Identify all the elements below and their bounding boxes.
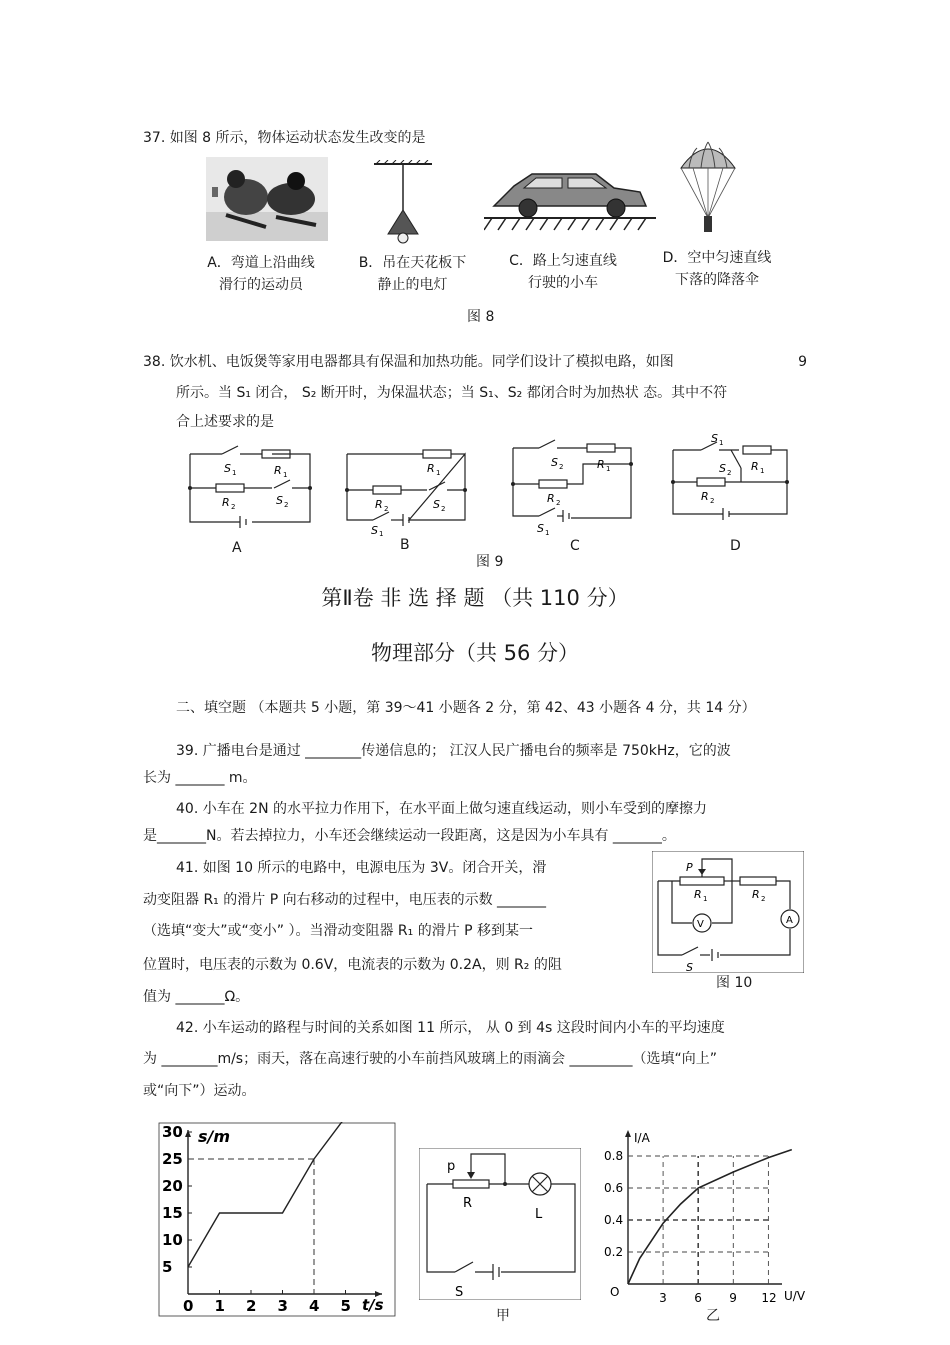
parachute-photo bbox=[679, 140, 737, 240]
svg-text:2: 2 bbox=[284, 501, 289, 509]
q37-option-d-letter: D． bbox=[662, 250, 688, 266]
svg-text:R: R bbox=[427, 462, 435, 475]
q37-option-d-line2: 下落的降落伞 bbox=[675, 272, 759, 288]
circuit-a-label: A bbox=[232, 540, 242, 556]
q38-line1-end: 9 bbox=[798, 354, 807, 370]
st-y-tick-label: 10 bbox=[162, 1231, 183, 1249]
yi-caption: 乙 bbox=[706, 1308, 720, 1324]
st-ylabel: s/m bbox=[198, 1127, 231, 1146]
st-x-tick-label: 0 bbox=[183, 1297, 194, 1315]
svg-text:R: R bbox=[751, 460, 759, 473]
iu-x-tick-label: 12 bbox=[761, 1291, 777, 1305]
section-instruction: 二、填空题 （本题共 5 小题，第 39～41 小题各 2 分，第 42、43 小题各 4 分，共 14 分） bbox=[176, 700, 756, 716]
iu-x-tick-label: 3 bbox=[659, 1291, 667, 1305]
svg-text:S: S bbox=[551, 456, 558, 469]
q38-line3: 合上述要求的是 bbox=[176, 414, 274, 430]
q37-stem: 37. 如图 8 所示，物体运动状态发生改变的是 bbox=[143, 130, 426, 146]
svg-text:P: P bbox=[686, 861, 693, 874]
q41-line5: 值为 _______Ω。 bbox=[143, 989, 250, 1005]
circuit-b-label: B bbox=[400, 537, 410, 553]
jia-caption: 甲 bbox=[496, 1308, 510, 1324]
st-y-tick-label: 15 bbox=[162, 1204, 183, 1222]
iu-y-tick-label: 0.2 bbox=[604, 1245, 624, 1259]
hanging-lamp bbox=[372, 160, 434, 244]
section-subtitle: 物理部分（共 56 分） bbox=[370, 641, 580, 665]
svg-text:2: 2 bbox=[710, 497, 715, 505]
iu-x-tick-label: 6 bbox=[694, 1291, 702, 1305]
st-y-tick-label: 25 bbox=[162, 1150, 183, 1168]
car-drawing bbox=[484, 160, 656, 232]
svg-text:S: S bbox=[224, 462, 231, 475]
svg-text:S: S bbox=[711, 432, 718, 445]
fig9-caption: 图 9 bbox=[476, 554, 504, 570]
svg-text:2: 2 bbox=[384, 505, 389, 513]
circuit-fig10 bbox=[652, 851, 804, 973]
fig10-caption: 图 10 bbox=[716, 975, 753, 991]
q37-option-a-line2: 滑行的运动员 bbox=[219, 277, 303, 293]
svg-text:R: R bbox=[375, 498, 383, 511]
q39-line2: 长为 _______ m。 bbox=[143, 770, 257, 786]
svg-text:2: 2 bbox=[556, 499, 561, 507]
skater-photo bbox=[206, 157, 328, 241]
iu-x-tick-label: 9 bbox=[729, 1291, 737, 1305]
svg-text:2: 2 bbox=[761, 895, 766, 903]
circuit-c bbox=[503, 430, 645, 538]
svg-text:1: 1 bbox=[283, 471, 288, 479]
jia-s-label: S bbox=[455, 1285, 464, 1300]
q41-line4: 位置时，电压表的示数为 0.6V，电流表的示数为 0.2A，则 R₂ 的阻 bbox=[143, 957, 562, 973]
svg-text:V: V bbox=[697, 919, 704, 930]
q41-line1: 41. 如图 10 所示的电路中，电源电压为 3V。闭合开关，滑 bbox=[176, 860, 547, 876]
q40-line2: 是_______N。若去掉拉力，小车还会继续运动一段距离，这是因为小车具有 _______。 bbox=[143, 828, 676, 844]
q41-line2: 动变阻器 R₁ 的滑片 P 向右移动的过程中，电压表的示数 _______ bbox=[143, 892, 547, 908]
q37-option-a-letter: A． bbox=[207, 255, 231, 271]
q39-line1: 39. 广播电台是通过 ________传递信息的； 江汉人民广播电台的频率是 750kHz，它的波 bbox=[176, 743, 731, 759]
q42-line2: 为 ________m/s；雨天，落在高速行驶的小车前挡风玻璃上的雨滴会 _________（选填“向上” bbox=[143, 1051, 718, 1067]
q37-option-b bbox=[350, 252, 475, 296]
q38-line2: 所示。当 S₁ 闭合， S₂ 断开时，为保温状态；当 S₁、S₂ 都闭合时为加热状 态。其中不符 bbox=[176, 385, 728, 401]
q37-option-d-line1: 空中匀速直线 bbox=[687, 250, 772, 266]
q42-line3: 或“向下”）运动。 bbox=[143, 1083, 256, 1099]
svg-text:1: 1 bbox=[760, 467, 765, 475]
section-title: 第Ⅱ卷 非 选 择 题 （共 110 分） bbox=[321, 586, 629, 610]
q40-line1: 40. 小车在 2N 的水平拉力作用下，在水平面上做匀速直线运动，则小车受到的摩擦力 bbox=[176, 801, 707, 817]
svg-text:R: R bbox=[597, 458, 605, 471]
svg-text:2: 2 bbox=[727, 469, 732, 477]
svg-text:1: 1 bbox=[606, 465, 611, 473]
iu-series-line bbox=[628, 1150, 792, 1284]
q37-option-c-line1: 路上匀速直线 bbox=[532, 253, 617, 269]
svg-text:1: 1 bbox=[703, 895, 708, 903]
circuit-jia bbox=[419, 1148, 581, 1300]
svg-text:2: 2 bbox=[441, 505, 446, 513]
svg-text:R: R bbox=[701, 490, 709, 503]
jia-r-label: R bbox=[463, 1196, 473, 1211]
q37-option-a-line1: 弯道上沿曲线 bbox=[230, 255, 315, 271]
q37-option-c-letter: C． bbox=[509, 253, 533, 269]
q38-line1-text: 38. 饮水机、电饭煲等家用电器都具有保温和加热功能。同学们设计了模拟电路，如图 bbox=[143, 354, 674, 370]
q37-option-c bbox=[498, 250, 628, 294]
q38-line1 bbox=[143, 352, 813, 372]
iu-xlabel: U/V bbox=[784, 1289, 806, 1303]
svg-text:S: S bbox=[276, 494, 283, 507]
st-x-tick-label: 1 bbox=[214, 1297, 225, 1315]
q37-option-b-line2: 静止的电灯 bbox=[377, 277, 448, 293]
svg-text:1: 1 bbox=[232, 469, 237, 477]
iu-ylabel: I/A bbox=[634, 1131, 650, 1145]
svg-text:S: S bbox=[537, 522, 544, 535]
st-graph bbox=[158, 1122, 396, 1317]
svg-text:R: R bbox=[752, 888, 760, 901]
svg-text:2: 2 bbox=[559, 463, 564, 471]
iu-y-tick-label: 0.6 bbox=[604, 1181, 624, 1195]
svg-text:S: S bbox=[371, 524, 378, 536]
q41-line3: （选填“变大”或“变小” ）。当滑动变阻器 R₁ 的滑片 P 移到某一 bbox=[143, 923, 534, 939]
svg-text:1: 1 bbox=[719, 439, 724, 447]
circuit-d bbox=[667, 428, 793, 524]
fig8-caption: 图 8 bbox=[467, 309, 495, 325]
st-x-tick-label: 5 bbox=[340, 1297, 351, 1315]
st-y-tick-label: 20 bbox=[162, 1177, 183, 1195]
st-y-tick-label: 30 bbox=[162, 1123, 183, 1141]
circuit-c-label: C bbox=[570, 538, 580, 554]
q42-line1: 42. 小车运动的路程与时间的关系如图 11 所示， 从 0 到 4s 这段时间内小车的平均速度 bbox=[176, 1020, 725, 1036]
svg-text:R: R bbox=[547, 492, 555, 505]
iu-origin: O bbox=[610, 1285, 620, 1299]
q37-option-b-line1: 吊在天花板下 bbox=[382, 255, 467, 271]
svg-text:R: R bbox=[694, 888, 702, 901]
svg-text:A: A bbox=[786, 915, 793, 926]
svg-text:S: S bbox=[686, 961, 693, 973]
st-x-tick-label: 4 bbox=[309, 1297, 320, 1315]
st-x-tick-label: 2 bbox=[246, 1297, 257, 1315]
svg-text:1: 1 bbox=[436, 469, 441, 477]
circuit-a bbox=[180, 436, 320, 528]
circuit-b bbox=[343, 440, 469, 536]
svg-text:S: S bbox=[433, 498, 440, 511]
iu-graph bbox=[598, 1124, 810, 1308]
svg-text:S: S bbox=[719, 462, 726, 475]
jia-l-label: L bbox=[535, 1207, 543, 1222]
q37-option-d bbox=[652, 247, 782, 291]
q37-option-c-line2: 行驶的小车 bbox=[528, 275, 598, 291]
st-x-tick-label: 3 bbox=[277, 1297, 288, 1315]
svg-text:2: 2 bbox=[231, 503, 236, 511]
q37-option-b-letter: B． bbox=[358, 255, 383, 271]
svg-text:R: R bbox=[274, 464, 282, 477]
q37-option-a bbox=[196, 252, 326, 296]
svg-text:1: 1 bbox=[379, 530, 384, 536]
jia-p-label: p bbox=[447, 1159, 456, 1174]
st-y-tick-label: 5 bbox=[162, 1258, 173, 1276]
svg-text:R: R bbox=[222, 496, 230, 509]
st-xlabel: t/s bbox=[362, 1296, 384, 1314]
svg-text:1: 1 bbox=[545, 529, 550, 537]
iu-y-tick-label: 0.4 bbox=[604, 1213, 624, 1227]
iu-y-tick-label: 0.8 bbox=[604, 1149, 624, 1163]
circuit-d-label: D bbox=[730, 538, 741, 554]
